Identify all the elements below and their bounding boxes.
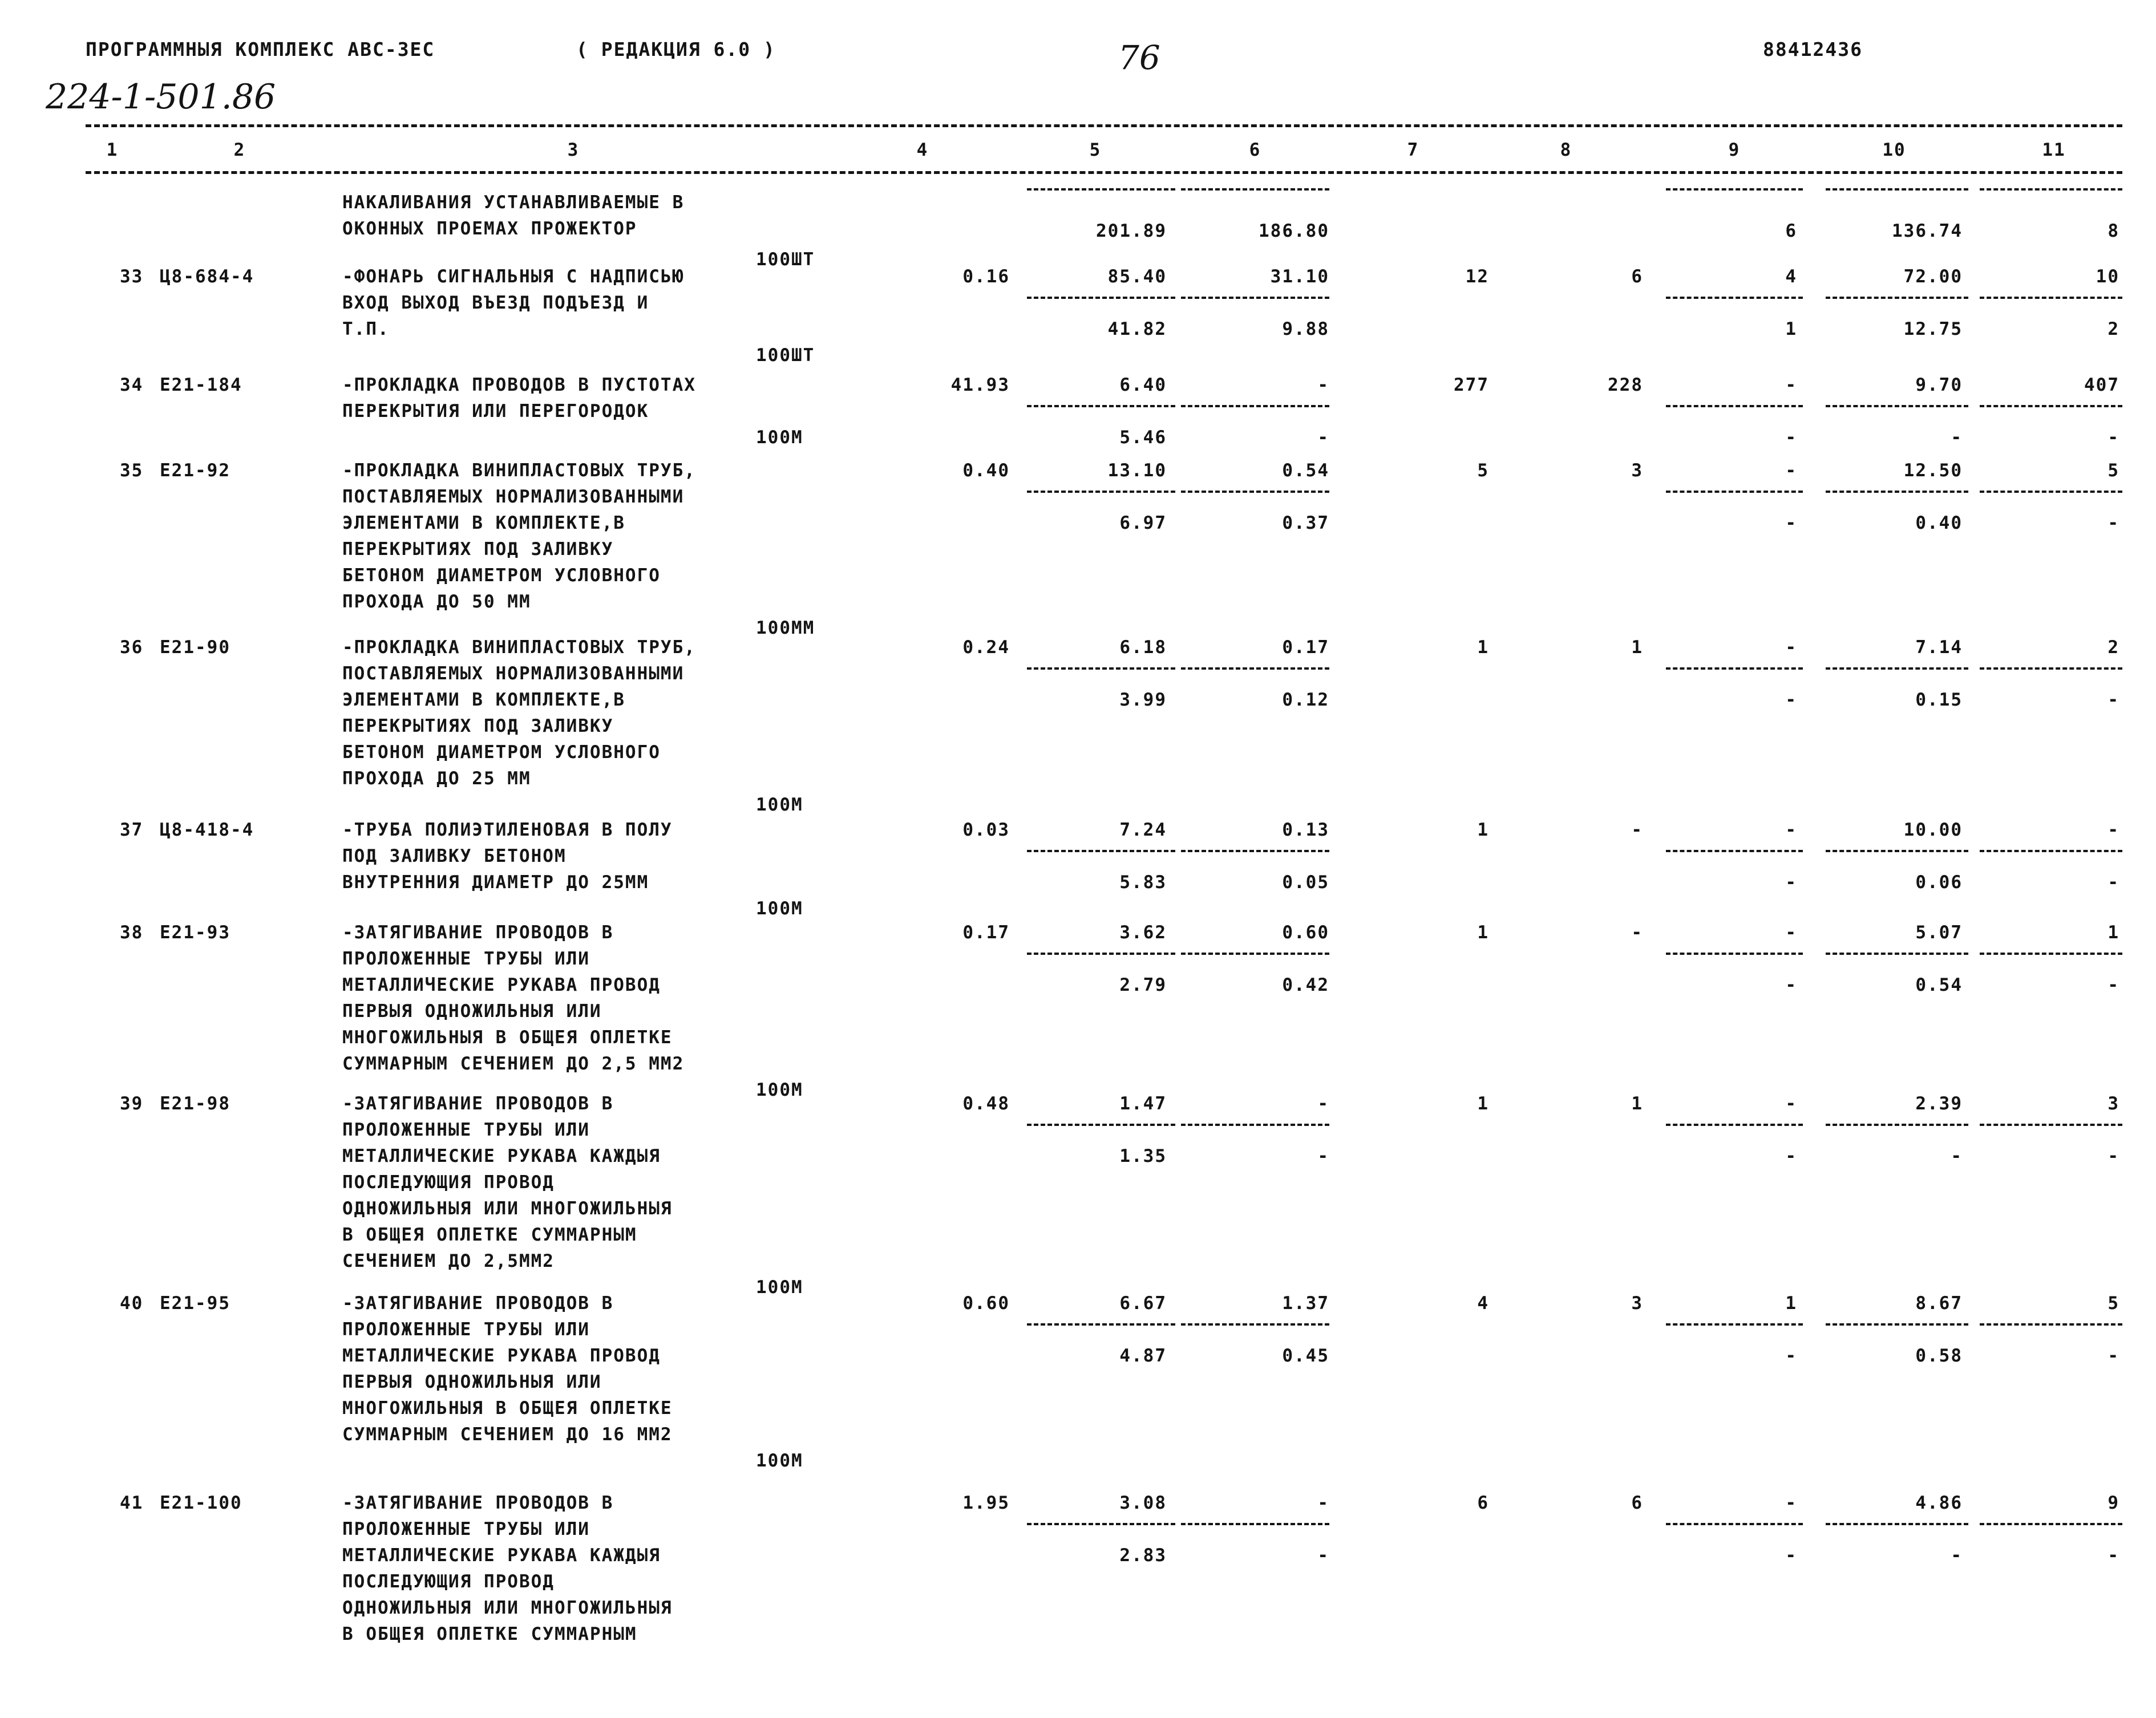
cost-divider [1181,667,1329,670]
wage-cost-cell: 0.13 [1282,820,1329,840]
labor-cell: 4 [1477,1293,1489,1314]
page-number: 76 [1118,38,1160,77]
work-description-line: ОДНОЖИЛЬНЫЯ ИЛИ МНОГОЖИЛЬНЫЯ [342,1198,673,1219]
work-description-line: ОКОННЫХ ПРОЕМАХ ПРОЖЕКТОР [342,218,637,239]
total-divider [1980,1523,2122,1525]
total-divider [1666,188,1803,191]
total-lower-cell: - [1785,975,1797,995]
work-description-line: ОДНОЖИЛЬНЫЯ ИЛИ МНОГОЖИЛЬНЫЯ [342,1598,673,1618]
work-description-line: МЕТАЛЛИЧЕСКИЕ РУКАВА КАЖДЫЯ [342,1146,661,1166]
work-description-line: Т.П. [342,319,390,339]
unit-cost-cell: 7.24 [1119,820,1167,840]
work-description-line: МНОГОЖИЛЬНЫЯ В ОБЩЕЯ ОПЛЕТКЕ [342,1027,673,1048]
total-cell: - [1785,1493,1797,1513]
norm-code: Е21-92 [160,460,230,481]
row-number: 41 [120,1493,144,1513]
unit-cost-lower-cell: 5.83 [1119,872,1167,893]
total-divider [1980,1124,2122,1126]
column-header: 10 [1882,140,1906,160]
total-divider [1826,405,1968,407]
measure-unit: 100М [756,427,803,448]
quantity-cell: 1.95 [962,1493,1010,1513]
total-wage-cell: 2 [2108,637,2119,658]
unit-cost-lower-cell: 1.35 [1119,1146,1167,1166]
row-number: 36 [120,637,144,658]
total-wage-lower-cell: - [2108,690,2119,710]
row-number: 33 [120,266,144,287]
work-description-line: ПРОЛОЖЕННЫЕ ТРУБЫ ИЛИ [342,1120,590,1140]
quantity-cell: 0.17 [962,922,1010,943]
total-main-lower-cell: 136.74 [1892,221,1963,241]
edition-label: ( РЕДАКЦИЯ 6.0 ) [576,38,776,60]
total-divider [1826,1523,1968,1525]
labor-workers-cell: - [1631,820,1643,840]
total-main-lower-cell: 0.58 [1915,1346,1963,1366]
total-main-cell: 7.14 [1915,637,1963,658]
wage-cost-lower-cell: 0.45 [1282,1346,1329,1366]
wage-cost-lower-cell: - [1317,1545,1329,1566]
total-divider [1666,667,1803,670]
work-description-line: МЕТАЛЛИЧЕСКИЕ РУКАВА КАЖДЫЯ [342,1545,661,1566]
total-divider [1980,491,2122,493]
total-wage-cell: 9 [2108,1493,2119,1513]
labor-cell: 1 [1477,820,1489,840]
total-divider [1826,297,1968,299]
work-description-line: СУММАРНЫМ СЕЧЕНИЕМ ДО 16 ММ2 [342,1424,673,1445]
total-main-cell: 8.67 [1915,1293,1963,1314]
total-lower-cell: - [1785,513,1797,533]
unit-cost-lower-cell: 41.82 [1107,319,1167,339]
total-lower-cell: - [1785,1545,1797,1566]
total-divider [1666,491,1803,493]
column-header: 11 [2042,140,2066,160]
work-description-line: ПРОХОДА ДО 25 ММ [342,768,531,789]
total-divider [1826,1124,1968,1126]
total-main-lower-cell: 0.54 [1915,975,1963,995]
total-lower-cell: 6 [1785,221,1797,241]
norm-code: Е21-184 [160,375,242,395]
column-header: 9 [1728,140,1741,160]
total-wage-cell: - [2108,820,2119,840]
unit-cost-cell: 6.40 [1119,375,1167,395]
work-description-line: -ПРОКЛАДКА ВИНИПЛАСТОВЫХ ТРУБ, [342,637,696,658]
total-divider [1666,850,1803,852]
labor-cell: 1 [1477,1093,1489,1114]
total-divider [1666,953,1803,955]
total-cell: 1 [1785,1293,1797,1314]
total-wage-lower-cell: 2 [2108,319,2119,339]
norm-code: Е21-90 [160,637,230,658]
total-wage-cell: 407 [2084,375,2119,395]
total-main-lower-cell: 0.06 [1915,872,1963,893]
total-cell: - [1785,922,1797,943]
row-number: 40 [120,1293,144,1314]
column-header: 8 [1560,140,1572,160]
document-code: 88412436 [1763,38,1863,60]
work-description-line: ПОСТАВЛЯЕМЫХ НОРМАЛИЗОВАННЫМИ [342,663,685,684]
total-wage-lower-cell: - [2108,513,2119,533]
total-wage-lower-cell: - [2108,1146,2119,1166]
total-divider [1826,667,1968,670]
wage-cost-lower-cell: 0.05 [1282,872,1329,893]
total-divider [1826,491,1968,493]
work-description-line: ЭЛЕМЕНТАМИ В КОМПЛЕКТЕ,В [342,513,625,533]
column-header: 2 [233,140,246,160]
total-cell: - [1785,637,1797,658]
work-description-line: БЕТОНОМ ДИАМЕТРОМ УСЛОВНОГО [342,742,661,763]
unit-cost-lower-cell: 2.79 [1119,975,1167,995]
row-number: 35 [120,460,144,481]
unit-cost-cell: 85.40 [1107,266,1167,287]
work-description-line: ПРОХОДА ДО 50 ММ [342,591,531,612]
wage-cost-cell: 0.54 [1282,460,1329,481]
wage-cost-lower-cell: 186.80 [1259,221,1329,241]
wage-cost-cell: - [1317,1093,1329,1114]
cost-divider [1027,1124,1175,1126]
total-wage-cell: 5 [2108,460,2119,481]
total-wage-lower-cell: - [2108,1545,2119,1566]
total-divider [1980,850,2122,852]
cost-divider [1027,491,1175,493]
total-wage-lower-cell: - [2108,975,2119,995]
quantity-cell: 0.16 [962,266,1010,287]
total-cell: - [1785,820,1797,840]
norm-code: Е21-93 [160,922,230,943]
measure-unit: 100М [756,1277,803,1298]
measure-unit: 100М [756,795,803,815]
work-description-line: СЕЧЕНИЕМ ДО 2,5ММ2 [342,1251,555,1271]
row-number: 38 [120,922,144,943]
work-description-line: НАКАЛИВАНИЯ УСТАНАВЛИВАЕМЫЕ В [342,192,685,213]
total-main-cell: 72.00 [1903,266,1963,287]
work-description-line: -ПРОКЛАДКА ВИНИПЛАСТОВЫХ ТРУБ, [342,460,696,481]
cost-divider [1181,1124,1329,1126]
cost-divider [1027,188,1175,191]
quantity-cell: 0.60 [962,1293,1010,1314]
work-description-line: -ЗАТЯГИВАНИЕ ПРОВОДОВ В [342,1093,614,1114]
work-description-line: ЭЛЕМЕНТАМИ В КОМПЛЕКТЕ,В [342,690,625,710]
total-wage-lower-cell: 8 [2108,221,2119,241]
labor-cell: 5 [1477,460,1489,481]
cost-divider [1027,1323,1175,1326]
total-lower-cell: 1 [1785,319,1797,339]
unit-cost-cell: 3.62 [1119,922,1167,943]
work-description-line: ПЕРВЫЯ ОДНОЖИЛЬНЫЯ ИЛИ [342,1001,602,1022]
wage-cost-cell: - [1317,1493,1329,1513]
work-description-line: -ЗАТЯГИВАНИЕ ПРОВОДОВ В [342,1293,614,1314]
quantity-cell: 0.40 [962,460,1010,481]
total-divider [1826,188,1968,191]
cost-divider [1027,1523,1175,1525]
cost-divider [1181,297,1329,299]
total-wage-cell: 10 [2096,266,2119,287]
unit-cost-lower-cell: 201.89 [1096,221,1167,241]
total-main-lower-cell: - [1951,1545,1963,1566]
measure-unit: 100М [756,1450,803,1471]
norm-code: Ц8-418-4 [160,820,254,840]
quantity-cell: 0.48 [962,1093,1010,1114]
total-divider [1980,1323,2122,1326]
wage-cost-lower-cell: - [1317,1146,1329,1166]
measure-unit: 100ШТ [756,249,815,270]
labor-workers-cell: - [1631,922,1643,943]
cost-divider [1181,953,1329,955]
labor-workers-cell: 1 [1631,637,1643,658]
work-description-line: -ЗАТЯГИВАНИЕ ПРОВОДОВ В [342,922,614,943]
total-main-lower-cell: - [1951,427,1963,448]
column-header: 7 [1407,140,1419,160]
row-number: 34 [120,375,144,395]
total-divider [1666,405,1803,407]
cost-divider [1181,850,1329,852]
total-wage-lower-cell: - [2108,427,2119,448]
wage-cost-cell: 1.37 [1282,1293,1329,1314]
total-main-cell: 4.86 [1915,1493,1963,1513]
wage-cost-cell: 0.60 [1282,922,1329,943]
labor-cell: 12 [1465,266,1489,287]
labor-cell: 6 [1477,1493,1489,1513]
total-divider [1980,667,2122,670]
total-divider [1666,1323,1803,1326]
unit-cost-cell: 6.67 [1119,1293,1167,1314]
total-divider [1666,1523,1803,1525]
work-description-line: ПОСЛЕДУЮЩИЯ ПРОВОД [342,1571,555,1592]
work-description-line: ВХОД ВЫХОД ВЪЕЗД ПОДЪЕЗД И [342,293,649,313]
measure-unit: 100ШТ [756,345,815,366]
total-wage-cell: 3 [2108,1093,2119,1114]
row-number: 39 [120,1093,144,1114]
column-header: 3 [567,140,580,160]
unit-cost-cell: 3.08 [1119,1493,1167,1513]
work-description-line: ПЕРЕКРЫТИЯ ИЛИ ПЕРЕГОРОДОК [342,401,649,422]
cost-divider [1181,188,1329,191]
program-title: ПРОГРАММНЫЯ КОМПЛЕКС АВС-ЗЕС [86,38,435,60]
work-description-line: ПРОЛОЖЕННЫЕ ТРУБЫ ИЛИ [342,949,590,969]
total-main-cell: 5.07 [1915,922,1963,943]
work-description-line: МЕТАЛЛИЧЕСКИЕ РУКАВА ПРОВОД [342,1346,661,1366]
total-wage-cell: 1 [2108,922,2119,943]
cost-divider [1027,953,1175,955]
total-lower-cell: - [1785,872,1797,893]
column-header: 4 [916,140,929,160]
total-divider [1980,405,2122,407]
wage-cost-cell: 31.10 [1270,266,1329,287]
total-main-lower-cell: 12.75 [1903,319,1963,339]
labor-workers-cell: 6 [1631,1493,1643,1513]
work-description-line: МЕТАЛЛИЧЕСКИЕ РУКАВА ПРОВОД [342,975,661,995]
labor-workers-cell: 3 [1631,460,1643,481]
unit-cost-lower-cell: 3.99 [1119,690,1167,710]
measure-unit: 100М [756,1080,803,1100]
work-description-line: В ОБЩЕЯ ОПЛЕТКЕ СУММАРНЫМ [342,1225,637,1245]
unit-cost-cell: 13.10 [1107,460,1167,481]
unit-cost-lower-cell: 2.83 [1119,1545,1167,1566]
total-lower-cell: - [1785,1146,1797,1166]
cost-divider [1181,1523,1329,1525]
wage-cost-lower-cell: 0.42 [1282,975,1329,995]
column-header: 5 [1089,140,1102,160]
work-description-line: В ОБЩЕЯ ОПЛЕТКЕ СУММАРНЫМ [342,1624,637,1644]
labor-cell: 277 [1454,375,1489,395]
wage-cost-lower-cell: - [1317,427,1329,448]
total-main-cell: 10.00 [1903,820,1963,840]
work-description-line: ПОД ЗАЛИВКУ БЕТОНОМ [342,846,567,866]
total-wage-cell: 5 [2108,1293,2119,1314]
quantity-cell: 0.24 [962,637,1010,658]
total-cell: - [1785,1093,1797,1114]
total-main-lower-cell: 0.40 [1915,513,1963,533]
labor-workers-cell: 3 [1631,1293,1643,1314]
work-description-line: -ФОНАРЬ СИГНАЛЬНЫЯ С НАДПИСЬЮ [342,266,685,287]
total-divider [1826,1323,1968,1326]
wage-cost-lower-cell: 9.88 [1282,319,1329,339]
total-cell: 4 [1785,266,1797,287]
cost-divider [1181,491,1329,493]
header-rule-top [86,124,2122,127]
total-divider [1980,297,2122,299]
unit-cost-lower-cell: 6.97 [1119,513,1167,533]
work-description-line: ПЕРВЫЯ ОДНОЖИЛЬНЫЯ ИЛИ [342,1372,602,1392]
project-number: 224-1-501.86 [46,77,276,117]
work-description-line: ПОСЛЕДУЮЩИЯ ПРОВОД [342,1172,555,1193]
work-description-line: -ТРУБА ПОЛИЭТИЛЕНОВАЯ В ПОЛУ [342,820,673,840]
norm-code: Е21-95 [160,1293,230,1314]
quantity-cell: 41.93 [950,375,1010,395]
total-main-cell: 2.39 [1915,1093,1963,1114]
labor-workers-cell: 228 [1608,375,1643,395]
work-description-line: ПЕРЕКРЫТИЯХ ПОД ЗАЛИВКУ [342,716,614,736]
cost-divider [1027,297,1175,299]
total-main-cell: 9.70 [1915,375,1963,395]
unit-cost-lower-cell: 5.46 [1119,427,1167,448]
cost-divider [1027,405,1175,407]
total-divider [1826,953,1968,955]
cost-divider [1181,405,1329,407]
wage-cost-lower-cell: 0.12 [1282,690,1329,710]
unit-cost-lower-cell: 4.87 [1119,1346,1167,1366]
total-cell: - [1785,375,1797,395]
work-description-line: -ПРОКЛАДКА ПРОВОДОВ В ПУСТОТАХ [342,375,696,395]
norm-code: Е21-98 [160,1093,230,1114]
work-description-line: ПЕРЕКРЫТИЯХ ПОД ЗАЛИВКУ [342,539,614,560]
wage-cost-lower-cell: 0.37 [1282,513,1329,533]
cost-divider [1027,850,1175,852]
work-description-line: СУММАРНЫМ СЕЧЕНИЕМ ДО 2,5 ММ2 [342,1054,685,1074]
total-main-cell: 12.50 [1903,460,1963,481]
unit-cost-cell: 6.18 [1119,637,1167,658]
wage-cost-cell: - [1317,375,1329,395]
labor-cell: 1 [1477,922,1489,943]
cost-divider [1027,667,1175,670]
work-description-line: ВНУТРЕННИЯ ДИАМЕТР ДО 25ММ [342,872,649,893]
total-lower-cell: - [1785,427,1797,448]
wage-cost-cell: 0.17 [1282,637,1329,658]
total-main-lower-cell: 0.15 [1915,690,1963,710]
total-divider [1826,850,1968,852]
work-description-line: МНОГОЖИЛЬНЫЯ В ОБЩЕЯ ОПЛЕТКЕ [342,1398,673,1419]
total-divider [1980,953,2122,955]
cost-divider [1181,1323,1329,1326]
total-wage-lower-cell: - [2108,1346,2119,1366]
norm-code: Ц8-684-4 [160,266,254,287]
norm-code: Е21-100 [160,1493,242,1513]
column-header: 1 [106,140,119,160]
work-description-line: БЕТОНОМ ДИАМЕТРОМ УСЛОВНОГО [342,565,661,586]
work-description-line: -ЗАТЯГИВАНИЕ ПРОВОДОВ В [342,1493,614,1513]
measure-unit: 100ММ [756,618,815,638]
labor-workers-cell: 6 [1631,266,1643,287]
total-lower-cell: - [1785,690,1797,710]
total-wage-lower-cell: - [2108,872,2119,893]
total-cell: - [1785,460,1797,481]
labor-workers-cell: 1 [1631,1093,1643,1114]
row-number: 37 [120,820,144,840]
total-divider [1980,188,2122,191]
work-description-line: ПРОЛОЖЕННЫЕ ТРУБЫ ИЛИ [342,1519,590,1539]
total-lower-cell: - [1785,1346,1797,1366]
quantity-cell: 0.03 [962,820,1010,840]
column-header: 6 [1249,140,1261,160]
total-divider [1666,297,1803,299]
labor-cell: 1 [1477,637,1489,658]
header-rule-bottom [86,171,2122,174]
measure-unit: 100М [756,898,803,919]
unit-cost-cell: 1.47 [1119,1093,1167,1114]
total-main-lower-cell: - [1951,1146,1963,1166]
work-description-line: ПРОЛОЖЕННЫЕ ТРУБЫ ИЛИ [342,1319,590,1340]
total-divider [1666,1124,1803,1126]
work-description-line: ПОСТАВЛЯЕМЫХ НОРМАЛИЗОВАННЫМИ [342,487,685,507]
